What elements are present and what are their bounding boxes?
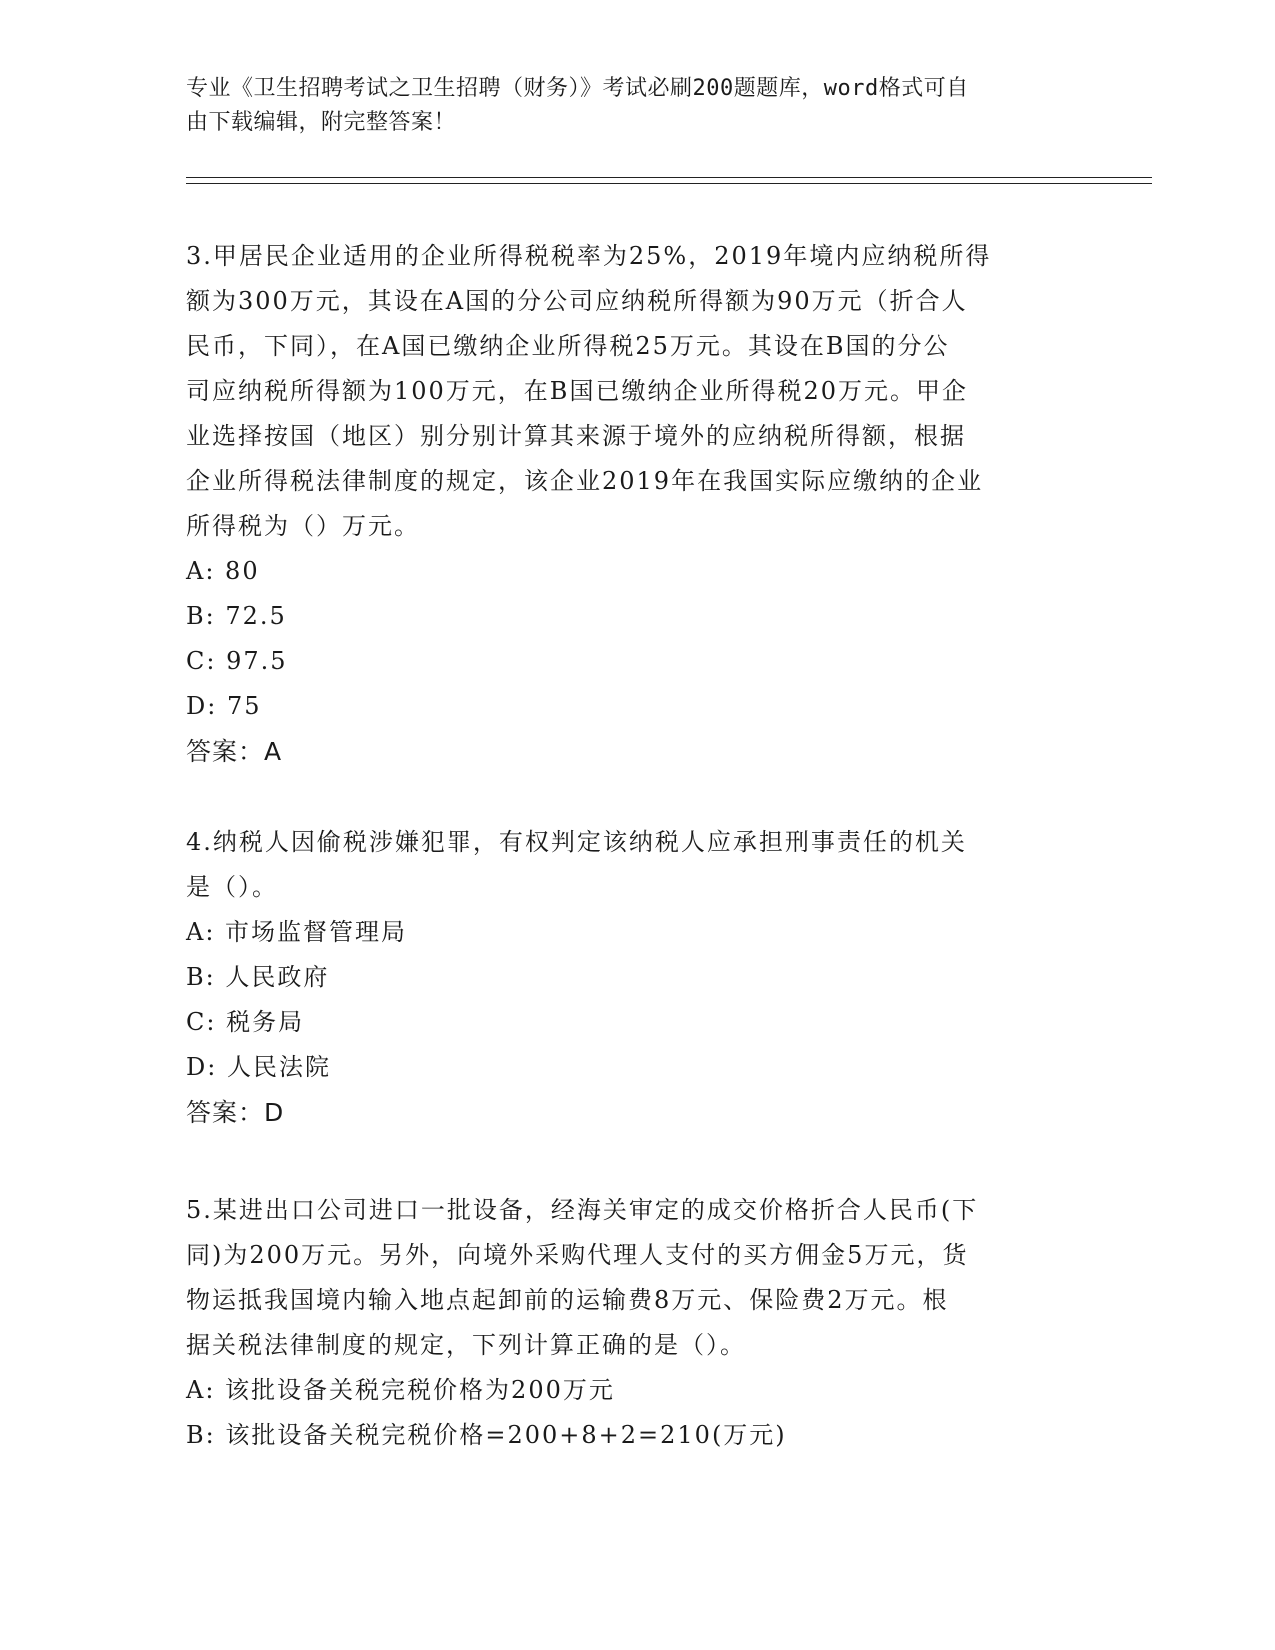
question-stem [186,820,1066,910]
stem-line: 5.某进出口公司进口一批设备，经海关审定的成交价格折合人民币(下 [186,1196,979,1224]
option-b: B: 该批设备关税完税价格=200+8+2=210(万元) [186,1421,787,1449]
option-a: A: 80 [186,557,260,585]
question-5 [186,1188,1066,1458]
stem-line: 物运抵我国境内输入地点起卸前的运输费8万元、保险费2万元。根 [186,1286,949,1314]
stem-line: 是（）。 [186,873,278,901]
option-c: C: 税务局 [186,1008,305,1036]
question-4 [186,820,1066,1135]
header-title-line-1: 专业《卫生招聘考试之卫生招聘（财务）》考试必刷200题题库，word格式可自 [186,76,969,101]
stem-line: 所得税为（）万元。 [186,512,420,540]
option-b: B: 人民政府 [186,963,330,991]
stem-line: 民币，下同），在A国已缴纳企业所得税25万元。其设在B国的分公 [186,332,950,360]
option-a: A: 该批设备关税完税价格为200万元 [186,1376,615,1404]
document-header [186,72,1066,140]
stem-line: 4.纳税人因偷税涉嫌犯罪，有权判定该纳税人应承担刑事责任的机关 [186,828,967,856]
stem-line: 据关税法律制度的规定，下列计算正确的是（）。 [186,1331,746,1359]
option-d: D: 人民法院 [186,1053,331,1081]
stem-line: 3.甲居民企业适用的企业所得税税率为25%，2019年境内应纳税所得 [186,242,992,270]
question-stem [186,1188,1066,1368]
stem-line: 司应纳税所得额为100万元，在B国已缴纳企业所得税20万元。甲企 [186,377,968,405]
answer-label: 答案：D [186,1098,285,1127]
option-c: C: 97.5 [186,647,288,675]
question-stem [186,234,1066,549]
option-d: D: 75 [186,692,262,720]
stem-line: 额为300万元，其设在A国的分公司应纳税所得额为90万元（折合人 [186,287,968,315]
stem-line: 同)为200万元。另外，向境外采购代理人支付的买方佣金5万元，货 [186,1241,969,1269]
header-title-line-2: 由下载编辑，附完整答案！ [186,110,457,135]
answer-label: 答案：A [186,737,283,766]
option-a: A: 市场监督管理局 [186,918,408,946]
option-b: B: 72.5 [186,602,287,630]
stem-line: 业选择按国（地区）别分别计算其来源于境外的应纳税所得额，根据 [186,422,966,450]
question-3 [186,234,1066,774]
stem-line: 企业所得税法律制度的规定，该企业2019年在我国实际应缴纳的企业 [186,467,984,495]
header-divider-top [186,177,1152,178]
header-divider-bottom [186,183,1152,184]
